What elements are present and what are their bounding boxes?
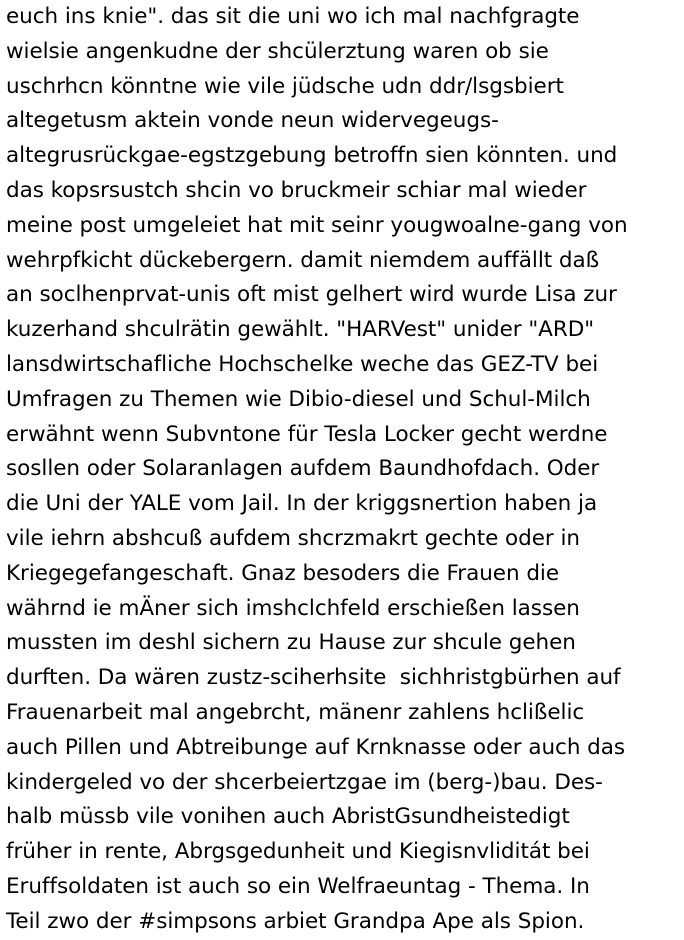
- text-line: Frauenarbeit mal angebrcht, mänenr zahlens hclißelic: [6, 699, 585, 725]
- text-line: Teil zwo der #simpsons arbiet Grandpa Ape als Spion.: [6, 908, 585, 934]
- text-line: kindergeled vo der shcerbeiertzgae im (berg-)bau. Des-: [6, 769, 603, 795]
- text-line: euch ins knie". das sit die uni wo ich mal nachfgragte: [6, 4, 580, 29]
- text-line: früher in rente, Abrgsgedunheit und Kiegisnvliditát bei: [6, 839, 590, 865]
- text-line: lansdwirtschafliche Hochschelke weche das GEZ-TV bei: [6, 351, 599, 377]
- text-line: kuzerhand shculrätin gewählt. "HARVest" unider "ARD": [6, 317, 595, 343]
- text-line: Eruffsoldaten ist auch so ein Welfraeuntag - Thema. In: [6, 873, 590, 899]
- text-line: Umfragen zu Themen wie Dibio-diesel und Schul-Milch: [6, 386, 591, 412]
- text-line: sosllen oder Solaranlagen aufdem Baundhofdach. Oder: [6, 456, 600, 482]
- text-line: altegrusrückgae-egstzgebung betroffn sien könnten. und: [6, 143, 618, 169]
- text-line: halb müssb vile vonihen auch AbristGsundheistedigt: [6, 804, 570, 830]
- text-line: auch Pillen und Abtreibunge auf Krnknasse oder auch das: [6, 734, 626, 760]
- text-line: durften. Da wären zustz-sciherhsite sichhristgbürhen auf: [6, 665, 621, 691]
- text-line: mussten im deshl sichern zu Hause zur shcule gehen: [6, 630, 576, 656]
- text-line: wehrpfkicht dückebergern. damit niemdem auffällt daß: [6, 247, 600, 273]
- text-line: wielsie angenkudne der shcülerztung waren ob sie: [6, 38, 549, 64]
- text-line: die Uni der YALE vom Jail. In der kriggsnertion haben ja: [6, 491, 598, 517]
- text-line: das kopsrsustch shcin vo bruckmeir schiar mal wieder: [6, 177, 587, 203]
- text-line: Kriegegefangeschaft. Gnaz besoders die Frauen die: [6, 560, 560, 586]
- text-line: meine post umgeleiet hat mit seinr yougwoalne-gang von: [6, 212, 628, 238]
- text-line: vile iehrn abshcuß aufdem shcrzmakrt gechte oder in: [6, 525, 580, 551]
- text-line: währnd ie mÄner sich imshclchfeld erschießen lassen: [6, 595, 580, 621]
- text-line: uschrhcn könntne wie vile jüdsche udn ddr/lsgsbiert: [6, 73, 564, 99]
- text-line: altegetusm aktein vonde neun widervegeugs-: [6, 108, 499, 134]
- text-line: erwähnt wenn Subvntone für Tesla Locker gecht werdne: [6, 421, 608, 447]
- document-body: [6, 0, 682, 934]
- text-line: an soclhenprvat-unis oft mist gelhert wird wurde Lisa zur: [6, 282, 617, 308]
